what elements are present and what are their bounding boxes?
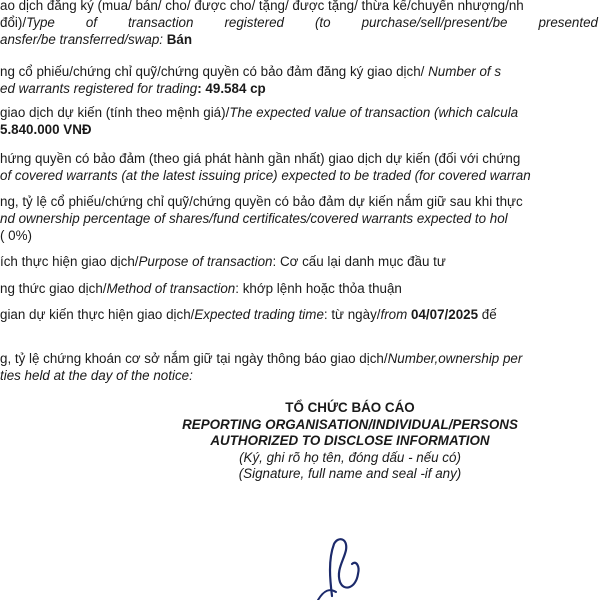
text-line-purpose: ích thực hiện giao dịch/Purpose of transaction: Cơ cấu lại danh mục đầu tư: [0, 254, 446, 269]
text-line-method: ng thức giao dịch/Method of transaction: khớp lệnh hoặc thỏa thuận: [0, 281, 402, 296]
signature-title-en-line2: AUTHORIZED TO DISCLOSE INFORMATION: [210, 433, 490, 448]
signature-note-vi: (Ký, ghi rõ họ tên, đóng dấu - nếu có): [239, 449, 461, 465]
text-line-expected-value: giao dịch dự kiến (tính theo mệnh giá)/The expected value of transaction (which calcula: [0, 105, 519, 120]
text-line-transaction-type-en: đổi)/Type of transaction registered (to purchase/sell/present/be presented: [0, 15, 598, 30]
text-line-quantity-en: ed warrants registered for trading: 49.584 cp: [0, 81, 266, 96]
handwritten-signature: [300, 530, 410, 600]
text-line-transaction-type-value: ansfer/be transferred/swap: Bán: [0, 32, 193, 47]
signature-title: TỔ CHỨC BÁO CÁO: [285, 400, 415, 415]
text-line-ownership-after-vi: ng, tỷ lệ cổ phiếu/chứng chỉ quỹ/chứng quyền có bảo đảm dự kiến nắm giữ sau khi thực: [0, 194, 523, 209]
text-line-ownership-after-en: nd ownership percentage of shares/fund certificates/covered warrants expected to hol: [0, 211, 508, 226]
text-line-covered-warrants-en: of covered warrants (at the latest issuing price) expected to be traded (for covered warran: [0, 168, 531, 183]
signature-block: [130, 400, 570, 483]
signature-note-en: (Signature, full name and seal -if any): [238, 466, 462, 481]
text-line-covered-warrants-vi: hứng quyền có bảo đảm (theo giá phát hành gần nhất) giao dịch dự kiến (đối với chứng: [0, 151, 521, 166]
text-line-transaction-type-vi: ao dịch đăng ký (mua/ bán/ cho/ được cho/ tặng/ được tặng/ thừa kế/chuyển nhượng/nh: [0, 0, 524, 13]
text-line-underlying-holdings-vi: g, tỷ lệ chứng khoán cơ sở nắm giữ tại ngày thông báo giao dịch/Number,ownership per: [0, 351, 523, 366]
text-line-expected-value-amount: 5.840.000 VNĐ: [0, 122, 92, 137]
text-line-trading-time: gian dự kiến thực hiện giao dịch/Expected trading time: từ ngày/from 04/07/2025 đế: [0, 307, 497, 322]
signature-title-en-line1: REPORTING ORGANISATION/INDIVIDUAL/PERSONS: [182, 416, 518, 432]
text-line-underlying-holdings-en: ties held at the day of the notice:: [0, 368, 193, 383]
text-line-ownership-after-value: ( 0%): [0, 228, 32, 243]
text-line-quantity-vi: ng cổ phiếu/chứng chỉ quỹ/chứng quyền có bảo đảm đăng ký giao dịch/ Number of s: [0, 64, 502, 79]
